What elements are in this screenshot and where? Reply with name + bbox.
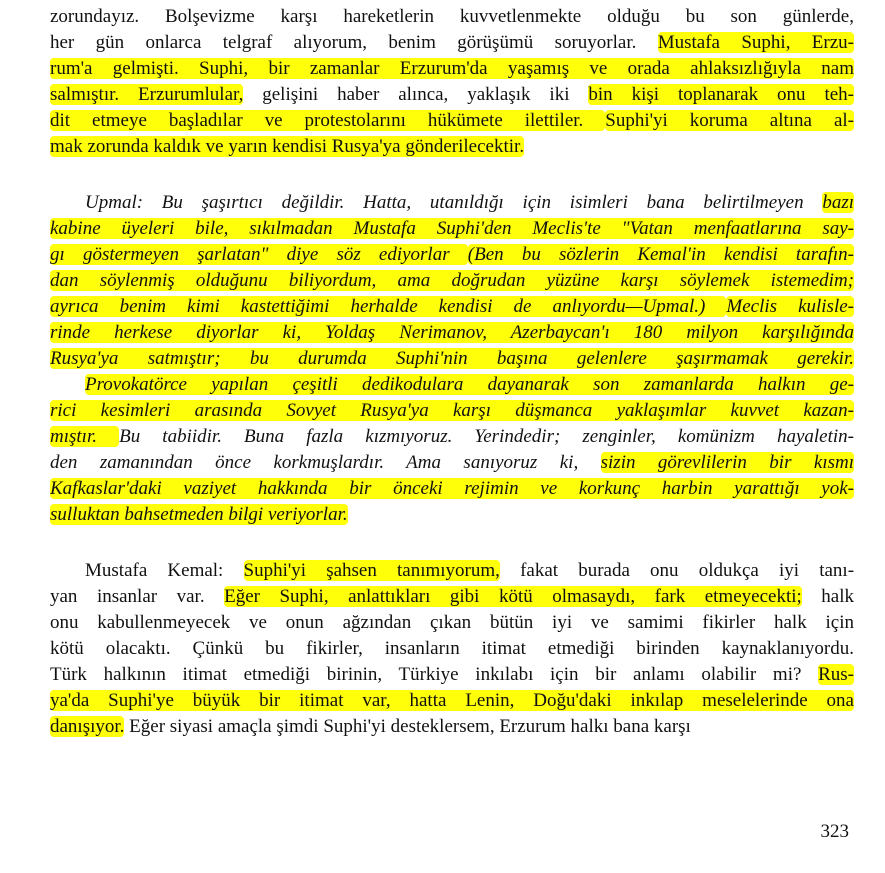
text-segment: Upmal: Bu şaşırtıcı değildir. Hatta, utanıldığı için isimleri bana belirtilmeyen	[85, 192, 823, 213]
text-line	[50, 450, 854, 476]
highlighted-text: sizin görevlilerin bir kısmı	[600, 452, 854, 473]
highlighted-text: rinde herkese diyorlar ki, Yoldaş Nerimanov, Azerbaycan'ı 180 milyon karşılığında	[50, 322, 854, 343]
highlighted-text: Rusya'ya satmıştır; bu durumda Suphi'nin başına gelenlere şaşırmamak gerekir.	[50, 348, 854, 369]
text-segment: Bu tabiidir. Buna fazla kızmıyoruz. Yerindedir; zenginler, komünizm hayaletin-	[119, 426, 854, 447]
text-segment: fakat burada onu oldukça iyi tanı-	[499, 560, 854, 581]
highlighted-text: bin kişi toplanarak onu teh-	[588, 84, 854, 105]
highlighted-text: gı göstermeyen şarlatan" diye söz ediyorlar	[50, 244, 468, 265]
text-line	[50, 714, 854, 740]
text-line	[50, 346, 854, 372]
text-line	[50, 82, 854, 108]
highlighted-text: (Ben bu sözlerin Kemal'in kendisi tarafın-	[467, 244, 854, 265]
highlighted-text: Meclis kulisle-	[726, 296, 854, 317]
text-line	[50, 502, 854, 528]
text-segment: onu kabullenmeyecek ve onun ağzından çıkan bütün iyi ve samimi fikirler halk için	[50, 612, 854, 633]
highlighted-text: mıştır.	[50, 426, 120, 447]
text-line	[50, 584, 854, 610]
text-line	[50, 4, 854, 30]
text-segment: zorundayız. Bolşevizme karşı hareketlerin kuvvetlenmekte olduğu bu son günlerde,	[50, 6, 854, 27]
text-line	[50, 424, 854, 450]
highlighted-text: danışıyor.	[50, 716, 125, 737]
text-line	[85, 558, 854, 584]
highlighted-text: Mustafa Suphi, Erzu-	[657, 32, 854, 53]
text-segment: kötü olacaktı. Çünkü bu fikirler, insanların itimat etmediği birinden kaynaklanıyordu.	[50, 638, 854, 659]
text-line	[50, 398, 854, 424]
highlighted-text: dit etmeye başladılar ve protestolarını hükümete ilettiler.	[50, 110, 606, 131]
text-line	[50, 610, 854, 636]
highlighted-text: salmıştır. Erzurumlular,	[50, 84, 244, 105]
highlighted-text: Suphi'yi koruma altına al-	[605, 110, 854, 131]
text-line	[50, 216, 854, 242]
text-line	[50, 56, 854, 82]
text-line	[85, 372, 854, 398]
highlighted-text: Suphi'yi şahsen tanımıyorum,	[243, 560, 500, 581]
text-segment: her gün onlarca telgraf alıyorum, benim görüşümü soruyorlar.	[50, 32, 658, 53]
text-line	[50, 134, 854, 160]
text-line	[50, 30, 854, 56]
highlighted-text: Kafkaslar'daki vaziyet hakkında bir önceki rejimin ve korkunç harbin yarattığı yok-	[50, 478, 854, 499]
text-line	[50, 662, 854, 688]
highlighted-text: Provokatörce yapılan çeşitli dedikodulara dayanarak son zamanlarda halkın ge-	[85, 374, 854, 395]
text-line	[50, 320, 854, 346]
text-line	[50, 268, 854, 294]
highlighted-text: mak zorunda kaldık ve yarın kendisi Rusya'ya gönderilecektir.	[50, 136, 525, 157]
text-line	[50, 108, 854, 134]
highlighted-text: sulluktan bahsetmeden bilgi veriyorlar.	[50, 504, 348, 525]
highlighted-text: ya'da Suphi'ye büyük bir itimat var, hatta Lenin, Doğu'daki inkılap meselelerinde ona	[50, 690, 854, 711]
text-segment: halk	[801, 586, 854, 607]
text-line	[50, 294, 854, 320]
highlighted-text: ayrıca benim kimi kastettiğimi herhalde kendisi de anlıyordu—Upmal.)	[50, 296, 727, 317]
text-segment: Eğer siyasi amaçla şimdi Suphi'yi desteklersem, Erzurum halkı bana karşı	[124, 716, 691, 737]
text-line	[50, 636, 854, 662]
highlighted-text: rum'a gelmişti. Suphi, bir zamanlar Erzurum'da yaşamış ve orada ahlaksızlığıyla nam	[50, 58, 854, 79]
text-segment: Mustafa Kemal:	[85, 560, 244, 581]
text-segment: gelişini haber alınca, yaklaşık iki	[243, 84, 589, 105]
text-line	[50, 688, 854, 714]
text-segment: yan insanlar var.	[50, 586, 225, 607]
text-line	[50, 476, 854, 502]
highlighted-text: bazı	[822, 192, 854, 213]
text-line	[50, 242, 854, 268]
page-number: 323	[820, 821, 849, 842]
text-segment: Türk halkının itimat etmediği birinin, Türkiye inkılabı için bir anlamı olabilir mi?	[50, 664, 819, 685]
text-segment: den zamanından önce korkmuşlardır. Ama sanıyoruz ki,	[50, 452, 601, 473]
highlighted-text: Rus-	[818, 664, 854, 685]
highlighted-text: rici kesimleri arasında Sovyet Rusya'ya karşı düşmanca yaklaşımlar kuvvet kazan-	[50, 400, 854, 421]
highlighted-text: kabine üyeleri bile, sıkılmadan Mustafa Suphi'den Meclis'te "Vatan menfaatlarına say-	[50, 218, 854, 239]
highlighted-text: dan söylenmiş olduğunu biliyordum, ama doğrudan yüzüne karşı söylemek istemedim;	[50, 270, 854, 291]
text-line	[85, 190, 854, 216]
highlighted-text: Eğer Suphi, anlattıkları gibi kötü olmasaydı, fark etmeyecekti;	[224, 586, 802, 607]
